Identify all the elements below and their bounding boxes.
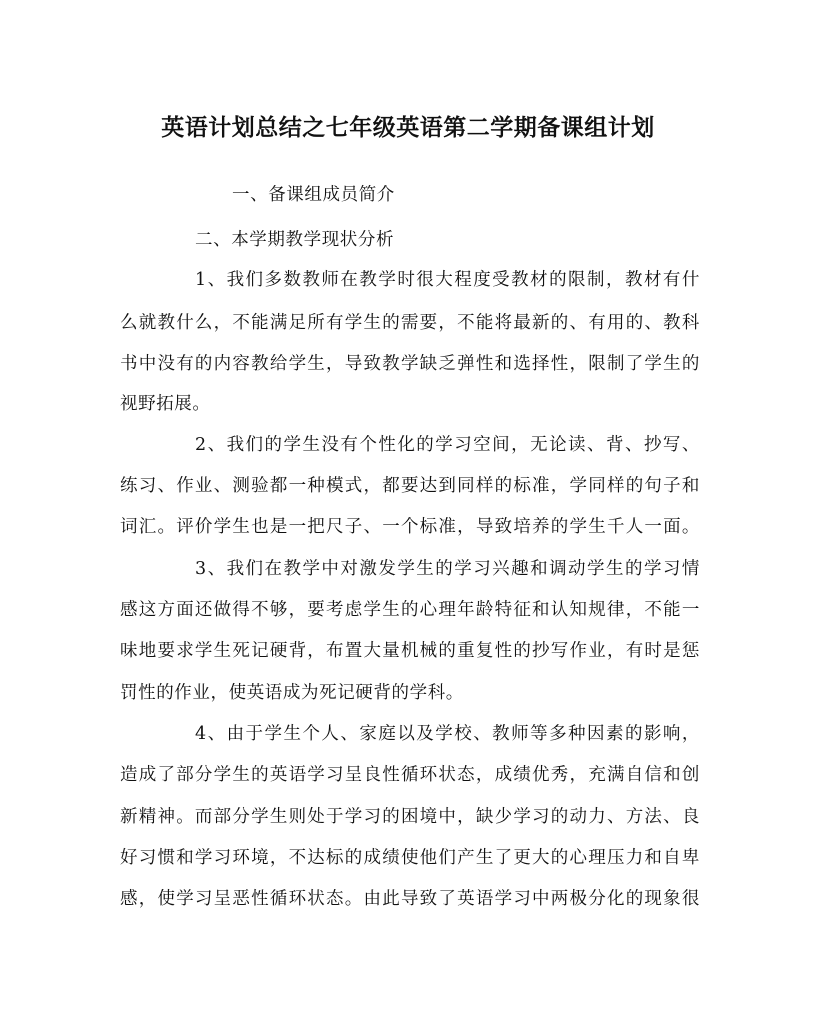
paragraph-line: 感这方面还做得不够，要考虑学生的心理年龄特征和认知规律，不能一 (120, 600, 700, 620)
paragraph-line: 味地要求学生死记硬背，布置大量机械的重复性的抄写作业，有时是惩 (120, 641, 700, 661)
section-heading-analysis: 二、本学期教学现状分析 (195, 230, 395, 250)
paragraph-line: 好习惯和学习环境，不达标的成绩使他们产生了更大的心理压力和自卑 (120, 848, 700, 868)
paragraph-line: 2、我们的学生没有个性化的学习空间，无论读、背、抄写、 (195, 435, 700, 455)
paragraph-line: 感，使学习呈恶性循环状态。由此导致了英语学习中两极分化的现象很 (120, 889, 700, 909)
paragraph-line: 罚性的作业，使英语成为死记硬背的学科。 (120, 683, 464, 703)
paragraph-line: 视野拓展。 (120, 394, 211, 414)
page-title: 英语计划总结之七年级英语第二学期备课组计划 (161, 114, 655, 141)
paragraph-line: 新精神。而部分学生则处于学习的困境中，缺少学习的动力、方法、良 (120, 807, 700, 827)
paragraph-line: 造成了部分学生的英语学习呈良性循环状态，成绩优秀，充满自信和创 (120, 765, 700, 785)
paragraph-line: 4、由于学生个人、家庭以及学校、教师等多种因素的影响， (195, 724, 700, 744)
paragraph-line: 1、我们多数教师在教学时很大程度受教材的限制，教材有什 (195, 270, 700, 290)
paragraph-line: 3、我们在教学中对激发学生的学习兴趣和调动学生的学习情 (195, 559, 700, 579)
section-heading-members: 一、备课组成员简介 (232, 185, 395, 205)
paragraph-line: 么就教什么，不能满足所有学生的需要，不能将最新的、有用的、教科 (120, 313, 700, 333)
paragraph-line: 书中没有的内容教给学生，导致教学缺乏弹性和选择性，限制了学生的 (120, 354, 700, 374)
paragraph-line: 词汇。评价学生也是一把尺子、一个标准，导致培养的学生千人一面。 (120, 517, 700, 537)
paragraph-line: 练习、作业、测验都一种模式，都要达到同样的标准，学同样的句子和 (120, 476, 700, 496)
